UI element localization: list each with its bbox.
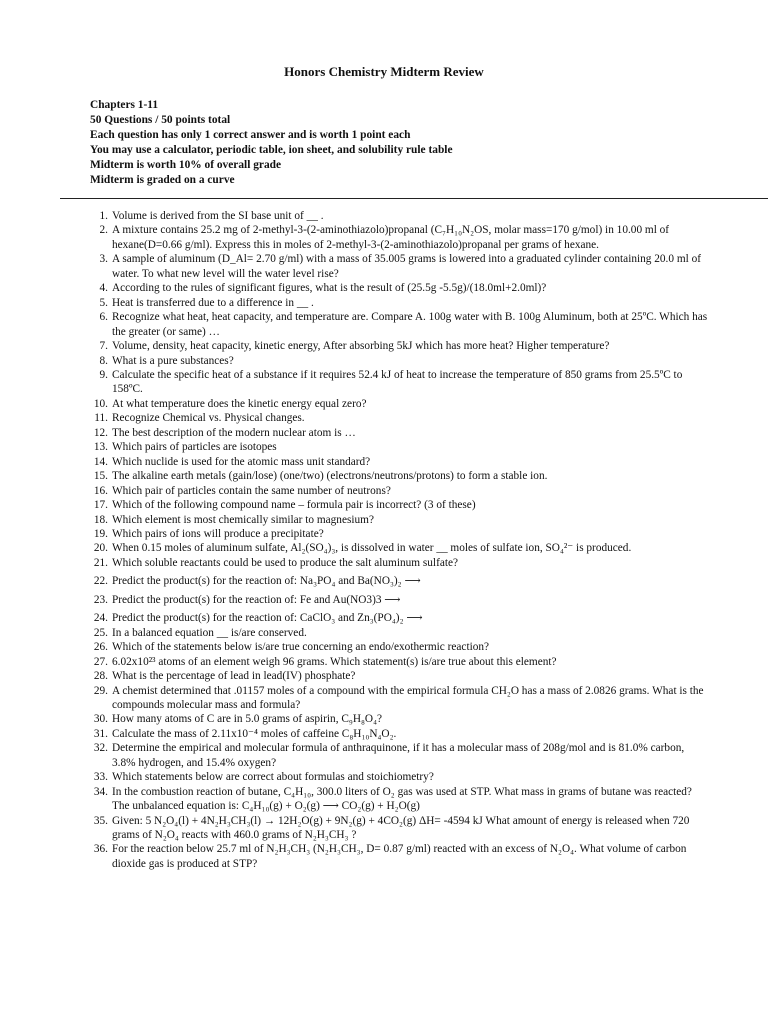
question-item xyxy=(90,310,708,339)
question-text: How many atoms of C are in 5.0 grams of aspirin, C₉H₈O₄? xyxy=(112,713,383,726)
question-item xyxy=(90,498,708,512)
question-item xyxy=(90,397,708,411)
question-number: 31. xyxy=(93,727,108,740)
question-list xyxy=(90,209,708,871)
question-number: 12. xyxy=(93,426,108,439)
question-text: According to the rules of significant figures, what is the result of (25.5g -5.5g)/(18.0ml+2.0ml)? xyxy=(112,282,547,295)
question-item xyxy=(90,785,708,814)
question-item xyxy=(90,727,708,741)
info-line: Chapters 1-11 xyxy=(90,99,159,111)
question-text: Recognize what heat, heat capacity, and temperature are. Compare A. 100g water with B. 100g Aluminum, both at 25ºC. Which has the greater (or same) … xyxy=(112,311,708,338)
question-item xyxy=(90,252,708,281)
question-item xyxy=(90,484,708,498)
question-text: Calculate the mass of 2.11x10⁻⁴ moles of caffeine C₈H₁₀N₄O₂. xyxy=(112,727,397,740)
question-number: 17. xyxy=(93,499,108,512)
question-item xyxy=(90,455,708,469)
question-text: Volume is derived from the SI base unit of __ . xyxy=(112,210,324,222)
question-item xyxy=(90,556,708,570)
question-text: Which soluble reactants could be used to produce the salt aluminum sulfate? xyxy=(112,556,459,569)
question-item xyxy=(90,469,708,483)
question-number: 10. xyxy=(93,397,108,410)
info-line: Midterm is graded on a curve xyxy=(90,174,235,186)
question-number: 26. xyxy=(93,641,108,654)
question-item xyxy=(90,223,708,252)
question-number: 7. xyxy=(99,340,108,353)
question-item xyxy=(90,741,708,770)
question-item xyxy=(90,541,708,555)
question-number: 15. xyxy=(93,470,108,483)
question-text: A mixture contains 25.2 mg of 2-methyl-3-(2-aminothiazolo)propanal (C₇H₁₀N₂OS, molar mass=170 g/mol) in 10.00 ml of hexane(D=0.66 g/ml). Express this in moles of 2-methyl-3-(2-aminothiazolo)propanal per grams of hexane. xyxy=(112,224,670,251)
question-text: At what temperature does the kinetic energy equal zero? xyxy=(112,397,367,410)
question-text: Heat is transferred due to a difference in __ . xyxy=(112,296,314,309)
question-number: 4. xyxy=(99,282,108,295)
question-item xyxy=(90,684,708,713)
question-item xyxy=(90,527,708,541)
question-number: 5. xyxy=(99,296,108,309)
question-text: In a balanced equation __ is/are conserved. xyxy=(112,626,307,639)
question-number: 36. xyxy=(93,843,108,856)
info-line: Midterm is worth 10% of overall grade xyxy=(90,159,282,171)
question-number: 29. xyxy=(93,684,108,697)
question-number: 21. xyxy=(93,556,108,569)
question-item xyxy=(90,209,708,223)
question-number: 27. xyxy=(93,655,108,668)
question-item xyxy=(90,712,708,726)
question-number: 22. xyxy=(93,575,108,588)
question-item xyxy=(90,281,708,295)
question-text: Which pairs of ions will produce a precipitate? xyxy=(112,527,324,540)
question-number: 28. xyxy=(93,670,108,683)
question-text: Which of the following compound name – formula pair is incorrect? (3 of these) xyxy=(112,499,476,512)
question-number: 1. xyxy=(99,210,108,222)
question-number: 3. xyxy=(99,253,108,266)
question-text: Predict the product(s) for the reaction of: CaClO₃ and Zn₃(PO₄)₂ ⟶ xyxy=(112,612,423,625)
question-text: Which pair of particles contain the same number of neutrons? xyxy=(112,484,391,497)
question-number: 11. xyxy=(94,412,108,425)
question-text: Which of the statements below is/are true concerning an endo/exothermic reaction? xyxy=(112,641,490,654)
question-number: 2. xyxy=(99,224,108,237)
question-item xyxy=(90,411,708,425)
question-item xyxy=(90,626,708,640)
question-number: 35. xyxy=(93,814,108,827)
question-number: 34. xyxy=(93,785,108,798)
question-text: 6.02x10²³ atoms of an element weigh 96 grams. Which statement(s) is/are true about this element? xyxy=(112,655,557,668)
question-item xyxy=(90,368,708,397)
exam-info xyxy=(90,98,708,188)
question-text: Determine the empirical and molecular formula of anthraquinone, if it has a molecular mass of 208g/mol and is 81.0% carbon, 3.8% hydrogen, and 15.4% oxygen? xyxy=(112,742,685,769)
question-number: 13. xyxy=(93,441,108,454)
question-number: 24. xyxy=(93,612,108,625)
question-text: Which nuclide is used for the atomic mass unit standard? xyxy=(112,455,371,468)
question-item xyxy=(90,770,708,784)
question-number: 33. xyxy=(93,771,108,784)
question-number: 9. xyxy=(99,368,108,381)
question-number: 16. xyxy=(93,484,108,497)
info-line: You may use a calculator, periodic table, ion sheet, and solubility rule table xyxy=(90,144,453,156)
question-text: What is a pure substances? xyxy=(112,354,234,367)
question-item xyxy=(90,574,708,588)
question-text: In the combustion reaction of butane, C₄H₁₀, 300.0 liters of O₂ gas was used at STP. What mass in grams of butane was reacted? The unbalanced equation is: C₄H₁₀(g) + O₂(g) ⟶ CO₂(g) + H₂O(g) xyxy=(112,785,692,813)
question-number: 8. xyxy=(99,354,108,367)
question-item xyxy=(90,842,708,871)
question-item xyxy=(90,440,708,454)
question-number: 23. xyxy=(93,593,108,606)
question-text: The best description of the modern nuclear atom is … xyxy=(112,426,356,439)
question-item xyxy=(90,611,708,625)
question-item xyxy=(90,669,708,683)
question-text: Volume, density, heat capacity, kinetic energy, After absorbing 5kJ which has more heat? Higher temperature? xyxy=(112,340,610,353)
question-item xyxy=(90,354,708,368)
question-text: Which statements below are correct about formulas and stoichiometry? xyxy=(112,771,434,784)
question-number: 20. xyxy=(93,542,108,555)
question-text: When 0.15 moles of aluminum sulfate, Al₂(SO₄)₃, is dissolved in water __ moles of sulfate ion, SO₄²⁻ is produced. xyxy=(112,542,632,555)
question-number: 32. xyxy=(93,742,108,755)
question-item xyxy=(90,593,708,607)
question-item xyxy=(90,655,708,669)
question-text: What is the percentage of lead in lead(IV) phosphate? xyxy=(112,670,356,683)
question-item xyxy=(90,640,708,654)
question-item xyxy=(90,426,708,440)
question-text: For the reaction below 25.7 ml of N₂H₃CH₃ (N₂H₃CH₃, D= 0.87 g/ml) reacted with an excess of N₂O₄. What volume of carbon dioxide gas is produced at STP? xyxy=(112,843,687,870)
question-text: Predict the product(s) for the reaction of: Fe and Au(NO3)3 ⟶ xyxy=(112,593,401,606)
question-number: 30. xyxy=(93,713,108,726)
question-number: 18. xyxy=(93,513,108,526)
info-line: 50 Questions / 50 points total xyxy=(90,114,231,126)
question-item xyxy=(90,296,708,310)
question-number: 25. xyxy=(93,626,108,639)
question-text: Calculate the specific heat of a substance if it requires 52.4 kJ of heat to increase the temperature of 850 grams from 25.5ºC to 158ºC. xyxy=(112,368,683,396)
divider xyxy=(60,198,768,199)
question-text: Predict the product(s) for the reaction of: Na₃PO₄ and Ba(NO₃)₂ ⟶ xyxy=(112,575,421,588)
question-item xyxy=(90,339,708,353)
question-text: Recognize Chemical vs. Physical changes. xyxy=(112,412,305,425)
page-title: Honors Chemistry Midterm Review xyxy=(284,64,484,79)
question-number: 19. xyxy=(93,527,108,540)
question-item xyxy=(90,513,708,527)
info-line: Each question has only 1 correct answer and is worth 1 point each xyxy=(90,129,411,141)
question-text: A chemist determined that .01157 moles of a compound with the empirical formula CH₂O has a mass of 2.0826 grams. What is the compounds molecular mass and formula? xyxy=(112,684,704,711)
question-text: Given: 5 N₂O₄(l) + 4N₂H₃CH₃(l) → 12H₂O(g) + 9N₂(g) + 4CO₂(g) ΔH= -4594 kJ What amount of energy is released when 720 grams of N₂O₄ reacts with 460.0 grams of N₂H₃CH₃ ? xyxy=(112,814,690,842)
question-text: Which pairs of particles are isotopes xyxy=(112,441,277,454)
question-number: 14. xyxy=(93,455,108,468)
question-text: A sample of aluminum (D_Al= 2.70 g/ml) with a mass of 35.005 grams is lowered into a graduated cylinder containing 20.0 ml of water. To what new level will the water level rise? xyxy=(112,253,701,280)
question-text: Which element is most chemically similar to magnesium? xyxy=(112,513,374,526)
question-text: The alkaline earth metals (gain/lose) (one/two) (electrons/neutrons/protons) to form a stable ion. xyxy=(112,470,548,483)
question-item xyxy=(90,814,708,843)
question-number: 6. xyxy=(99,311,108,324)
